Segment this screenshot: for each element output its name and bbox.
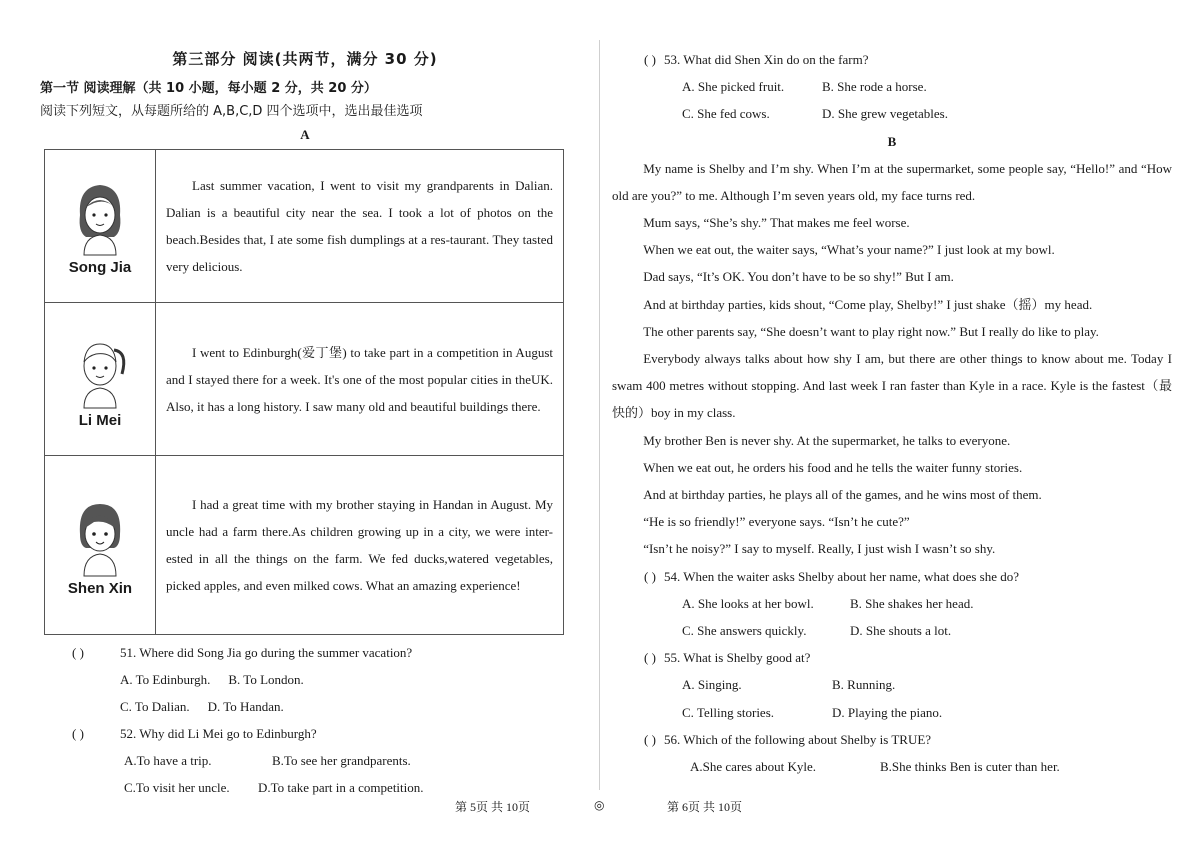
option-b: B. To London. — [228, 672, 304, 687]
passage-paragraph: And at birthday parties, kids shout, “Come play, Shelby!” I just shake（摇）my head. — [643, 296, 1093, 312]
option-b: B.She thinks Ben is cuter than her. — [880, 759, 1060, 775]
question-51 — [40, 639, 570, 720]
person-row-shen-xin — [45, 456, 564, 635]
question-stem: 53. What did Shen Xin do on the farm? — [664, 52, 869, 67]
option-a: A.To have a trip. — [124, 753, 212, 768]
person-row-song-jia — [45, 150, 564, 303]
option-d: D. She grew vegetables. — [822, 106, 948, 122]
girl-portrait-icon — [70, 177, 130, 257]
option-a: A.She cares about Kyle. — [690, 759, 816, 775]
page-number-right: 第 6页 共 10页 — [667, 800, 743, 814]
passage-paragraph: Mum says, “She’s shy.” That makes me feel worse. — [643, 215, 910, 231]
question-56 — [612, 726, 1172, 780]
question-stem: 51. Where did Song Jia go during the summer vacation? — [120, 645, 413, 660]
option-b: B.To see her grandparents. — [272, 753, 411, 768]
person-name: Song Jia — [68, 258, 132, 276]
option-d: D. To Handan. — [207, 699, 284, 714]
option-b: B. Running. — [832, 677, 896, 693]
passage-quote: “Isn’t he noisy?” I say to myself. Really, I just wish I wasn’t so shy. — [643, 541, 996, 557]
instruction: 阅读下列短文，从每题所给的 A,B,C,D 四个选项中，选出最佳选项 — [40, 104, 423, 119]
person-text: I went to Edinburgh(爱丁堡) to take part in a competition in August and I stayed there for a week. It's one of the most popular cities in theUK. Also, it has a long history. I saw many old and beautiful buildings there. — [166, 344, 553, 414]
person-text: Last summer vacation, I went to visit my grandparents in Dalian. Dalian is a beautiful city near the sea. I took a lot of photos on the beach.Besides that, I ate some fish dumplings at a res-taurant. They tasted very delicious. — [166, 178, 553, 274]
passage-paragraph: Everybody always talks about how shy I am, but there are other things to know about me. Today I swam 400 metres without stopping. And last week I ran faster than Kyle in a race. Kyle is the fastest（最快的）boy in my class. — [612, 351, 1172, 421]
passage-paragraph: Dad says, “It’s OK. You don’t have to be so shy!” But I am. — [643, 269, 954, 285]
right-page — [612, 46, 1172, 780]
question-55 — [612, 644, 1172, 726]
option-c: C. Telling stories. — [682, 704, 775, 720]
option-a: A. Singing. — [682, 677, 742, 693]
question-53 — [612, 46, 1172, 128]
answer-blank[interactable]: ( ) — [644, 731, 656, 747]
question-52 — [40, 720, 570, 801]
passage-a-label: A — [300, 127, 310, 142]
passage-quote: “He is so friendly!” everyone says. “Isn’t he cute?” — [643, 514, 910, 530]
option-b: B. She shakes her head. — [850, 595, 974, 611]
option-d: D. Playing the piano. — [832, 704, 943, 720]
option-c: C. To Dalian. — [120, 699, 190, 714]
question-stem: 56. Which of the following about Shelby is TRUE? — [664, 731, 932, 747]
answer-blank[interactable]: ( ) — [644, 52, 656, 67]
answer-blank[interactable]: ( ) — [644, 568, 656, 584]
people-table — [44, 149, 564, 635]
question-stem: 54. When the waiter asks Shelby about her name, what does she do? — [664, 568, 1019, 584]
answer-blank[interactable]: ( ) — [72, 645, 84, 660]
person-name: Shen Xin — [67, 579, 133, 597]
passage-paragraph: And at birthday parties, he plays all of the games, and he wins most of them. — [643, 487, 1042, 503]
part-title: 第三部分 阅读(共两节，满分 30 分) — [172, 50, 438, 68]
person-name: Li Mei — [78, 411, 122, 429]
person-row-li-mei — [45, 303, 564, 456]
option-a: A. She picked fruit. — [682, 79, 785, 95]
question-54 — [612, 563, 1172, 645]
option-a: A. To Edinburgh. — [120, 672, 211, 687]
column-divider — [599, 40, 600, 790]
option-d: D.To take part in a competition. — [258, 780, 424, 795]
page-number-left: 第 5页 共 10页 — [455, 800, 531, 814]
answer-blank[interactable]: ( ) — [72, 726, 84, 741]
option-c: C.To visit her uncle. — [124, 780, 230, 795]
passage-paragraph: The other parents say, “She doesn’t want to play right now.” But I really do like to play. — [643, 323, 1099, 339]
question-stem: 52. Why did Li Mei go to Edinburgh? — [120, 726, 317, 741]
answer-blank[interactable]: ( ) — [644, 650, 656, 666]
option-d: D. She shouts a lot. — [850, 623, 952, 639]
passage-b-label: B — [887, 133, 897, 149]
passage-paragraph: My brother Ben is never shy. At the supermarket, he talks to everyone. — [643, 432, 1011, 448]
center-mark: ◎ — [594, 798, 605, 812]
section-title: 第一节 阅读理解（共 10 小题，每小题 2 分，共 20 分） — [40, 81, 377, 96]
option-c: C. She fed cows. — [682, 106, 770, 122]
passage-paragraph: When we eat out, the waiter says, “What’s your name?” I just look at my bowl. — [643, 242, 1055, 258]
girl-short-hair-portrait-icon — [70, 494, 130, 578]
option-c: C. She answers quickly. — [682, 623, 807, 639]
question-stem: 55. What is Shelby good at? — [664, 650, 811, 666]
option-b: B. She rode a horse. — [822, 79, 927, 95]
passage-paragraph: When we eat out, he orders his food and he tells the waiter funny stories. — [643, 459, 1023, 475]
girl-ponytail-portrait-icon — [70, 330, 130, 410]
option-a: A. She looks at her bowl. — [682, 595, 814, 611]
person-text: I had a great time with my brother staying in Handan in August. My uncle had a farm there.As children growing up in a city, we were inter-ested in all the things on the farm. We fed ducks,watered vegetables, picked apples, and even milked cows. What an amazing experience! — [166, 497, 553, 593]
left-page — [40, 48, 570, 801]
passage-paragraph: My name is Shelby and I’m shy. When I’m at the supermarket, some people say, “Hello!” and “How old are you?” to me. Although I’m seven years old, my face turns red. — [612, 160, 1172, 203]
